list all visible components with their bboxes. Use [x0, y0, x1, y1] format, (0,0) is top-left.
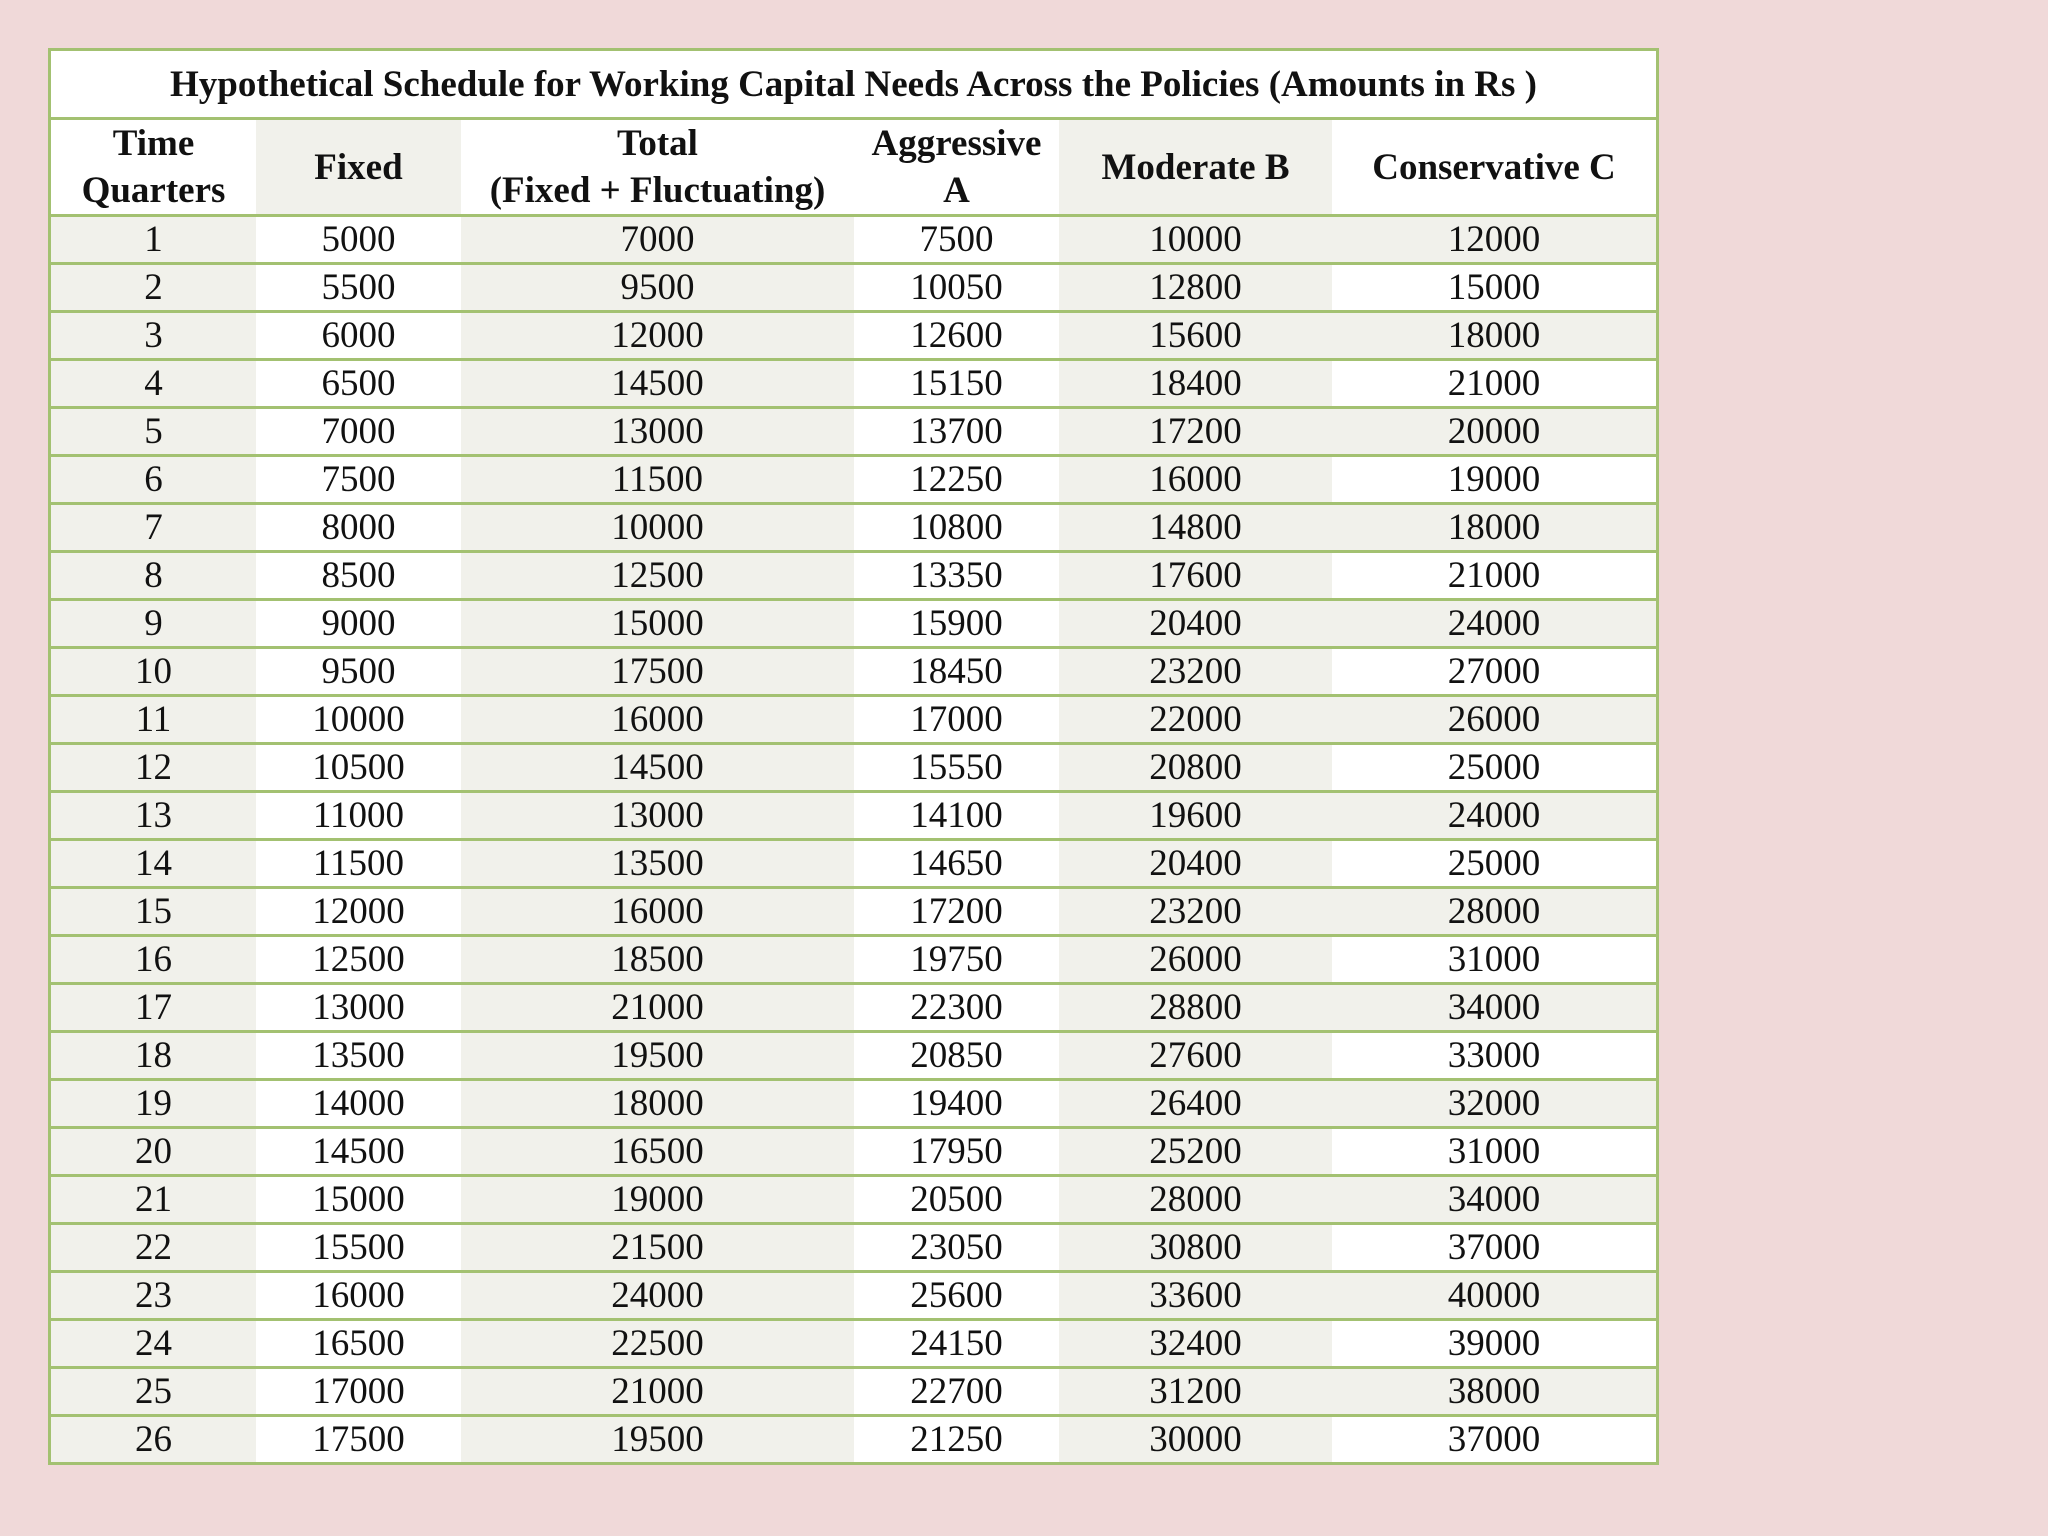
cell-fixed: 12500: [256, 936, 461, 984]
header-total: [461, 119, 854, 216]
cell-aggressive: 23050: [854, 1224, 1059, 1272]
cell-conservative: 19000: [1332, 456, 1656, 504]
cell-moderate: 20800: [1059, 744, 1332, 792]
cell-total: 22500: [461, 1320, 854, 1368]
table-row: [51, 1224, 1656, 1272]
cell-moderate: 10000: [1059, 216, 1332, 264]
table-row: [51, 792, 1656, 840]
cell-quarter: 17: [51, 984, 256, 1032]
table-row: [51, 744, 1656, 792]
cell-total: 17500: [461, 648, 854, 696]
cell-quarter: 23: [51, 1272, 256, 1320]
cell-moderate: 27600: [1059, 1032, 1332, 1080]
cell-fixed: 16000: [256, 1272, 461, 1320]
cell-conservative: 20000: [1332, 408, 1656, 456]
table-row: [51, 216, 1656, 264]
cell-moderate: 18400: [1059, 360, 1332, 408]
cell-moderate: 23200: [1059, 888, 1332, 936]
cell-aggressive: 25600: [854, 1272, 1059, 1320]
table-row: [51, 1176, 1656, 1224]
cell-fixed: 15000: [256, 1176, 461, 1224]
cell-aggressive: 24150: [854, 1320, 1059, 1368]
cell-quarter: 12: [51, 744, 256, 792]
cell-conservative: 28000: [1332, 888, 1656, 936]
cell-conservative: 31000: [1332, 936, 1656, 984]
header-time-quarters-line1: Time: [112, 123, 195, 164]
cell-total: 14500: [461, 744, 854, 792]
cell-total: 14500: [461, 360, 854, 408]
cell-aggressive: 22700: [854, 1368, 1059, 1416]
working-capital-schedule-table: [51, 51, 1656, 1462]
table-row: [51, 840, 1656, 888]
cell-total: 18500: [461, 936, 854, 984]
table-row: [51, 408, 1656, 456]
cell-aggressive: 15550: [854, 744, 1059, 792]
cell-total: 15000: [461, 600, 854, 648]
column-header-row: [51, 119, 1656, 216]
table-row: [51, 504, 1656, 552]
table-row: [51, 936, 1656, 984]
table-title: Hypothetical Schedule for Working Capital Needs Across the Policies (Amounts in Rs ): [51, 51, 1656, 119]
cell-fixed: 17000: [256, 1368, 461, 1416]
cell-moderate: 22000: [1059, 696, 1332, 744]
cell-aggressive: 10050: [854, 264, 1059, 312]
cell-conservative: 18000: [1332, 504, 1656, 552]
table-row: [51, 984, 1656, 1032]
cell-aggressive: 17950: [854, 1128, 1059, 1176]
table-row: [51, 1032, 1656, 1080]
cell-quarter: 11: [51, 696, 256, 744]
table-row: [51, 1416, 1656, 1463]
cell-moderate: 33600: [1059, 1272, 1332, 1320]
table-row: [51, 648, 1656, 696]
cell-moderate: 23200: [1059, 648, 1332, 696]
cell-conservative: 26000: [1332, 696, 1656, 744]
table-row: [51, 264, 1656, 312]
cell-fixed: 6500: [256, 360, 461, 408]
cell-quarter: 2: [51, 264, 256, 312]
header-total-line2: (Fixed + Fluctuating): [489, 170, 826, 211]
cell-quarter: 18: [51, 1032, 256, 1080]
cell-conservative: 24000: [1332, 792, 1656, 840]
cell-moderate: 17600: [1059, 552, 1332, 600]
header-fixed-label: Fixed: [314, 146, 403, 188]
cell-quarter: 22: [51, 1224, 256, 1272]
cell-quarter: 3: [51, 312, 256, 360]
cell-quarter: 9: [51, 600, 256, 648]
cell-conservative: 21000: [1332, 552, 1656, 600]
cell-total: 19500: [461, 1416, 854, 1463]
cell-quarter: 7: [51, 504, 256, 552]
cell-aggressive: 15150: [854, 360, 1059, 408]
cell-fixed: 10000: [256, 696, 461, 744]
cell-fixed: 7500: [256, 456, 461, 504]
cell-moderate: 32400: [1059, 1320, 1332, 1368]
cell-aggressive: 14650: [854, 840, 1059, 888]
cell-quarter: 20: [51, 1128, 256, 1176]
cell-fixed: 9000: [256, 600, 461, 648]
cell-quarter: 8: [51, 552, 256, 600]
cell-conservative: 39000: [1332, 1320, 1656, 1368]
cell-moderate: 12800: [1059, 264, 1332, 312]
cell-quarter: 15: [51, 888, 256, 936]
cell-moderate: 28000: [1059, 1176, 1332, 1224]
cell-fixed: 5000: [256, 216, 461, 264]
cell-conservative: 27000: [1332, 648, 1656, 696]
cell-aggressive: 17200: [854, 888, 1059, 936]
header-time-quarters: [51, 119, 256, 216]
cell-total: 21500: [461, 1224, 854, 1272]
cell-aggressive: 12600: [854, 312, 1059, 360]
table-row: [51, 312, 1656, 360]
cell-total: 12500: [461, 552, 854, 600]
cell-aggressive: 7500: [854, 216, 1059, 264]
cell-conservative: 33000: [1332, 1032, 1656, 1080]
cell-total: 13500: [461, 840, 854, 888]
cell-conservative: 15000: [1332, 264, 1656, 312]
cell-aggressive: 14100: [854, 792, 1059, 840]
cell-total: 11500: [461, 456, 854, 504]
cell-moderate: 20400: [1059, 840, 1332, 888]
cell-conservative: 40000: [1332, 1272, 1656, 1320]
cell-total: 7000: [461, 216, 854, 264]
table-row: [51, 552, 1656, 600]
cell-quarter: 21: [51, 1176, 256, 1224]
table-row: [51, 1320, 1656, 1368]
cell-moderate: 14800: [1059, 504, 1332, 552]
table-row: [51, 888, 1656, 936]
cell-fixed: 10500: [256, 744, 461, 792]
cell-aggressive: 20500: [854, 1176, 1059, 1224]
cell-conservative: 38000: [1332, 1368, 1656, 1416]
cell-aggressive: 15900: [854, 600, 1059, 648]
cell-moderate: 28800: [1059, 984, 1332, 1032]
cell-fixed: 7000: [256, 408, 461, 456]
table-row: [51, 1080, 1656, 1128]
cell-quarter: 4: [51, 360, 256, 408]
header-moderate: [1059, 119, 1332, 216]
table-row: [51, 1368, 1656, 1416]
table-row: [51, 360, 1656, 408]
cell-moderate: 16000: [1059, 456, 1332, 504]
table-body: [51, 216, 1656, 1463]
cell-quarter: 14: [51, 840, 256, 888]
cell-moderate: 17200: [1059, 408, 1332, 456]
cell-fixed: 8500: [256, 552, 461, 600]
cell-quarter: 19: [51, 1080, 256, 1128]
header-time-quarters-line2: Quarters: [81, 170, 226, 211]
cell-aggressive: 17000: [854, 696, 1059, 744]
cell-moderate: 15600: [1059, 312, 1332, 360]
cell-conservative: 34000: [1332, 1176, 1656, 1224]
cell-fixed: 14000: [256, 1080, 461, 1128]
cell-moderate: 26400: [1059, 1080, 1332, 1128]
cell-total: 18000: [461, 1080, 854, 1128]
header-moderate-label: Moderate B: [1101, 146, 1290, 188]
cell-quarter: 13: [51, 792, 256, 840]
cell-quarter: 6: [51, 456, 256, 504]
cell-fixed: 9500: [256, 648, 461, 696]
cell-fixed: 8000: [256, 504, 461, 552]
cell-conservative: 37000: [1332, 1416, 1656, 1463]
cell-total: 19000: [461, 1176, 854, 1224]
cell-total: 21000: [461, 984, 854, 1032]
header-aggressive-line2: A: [943, 170, 970, 211]
cell-conservative: 18000: [1332, 312, 1656, 360]
cell-conservative: 31000: [1332, 1128, 1656, 1176]
cell-conservative: 34000: [1332, 984, 1656, 1032]
cell-fixed: 17500: [256, 1416, 461, 1463]
cell-fixed: 13000: [256, 984, 461, 1032]
cell-fixed: 16500: [256, 1320, 461, 1368]
header-aggressive-line1: Aggressive: [871, 123, 1042, 164]
cell-aggressive: 22300: [854, 984, 1059, 1032]
cell-quarter: 25: [51, 1368, 256, 1416]
cell-total: 12000: [461, 312, 854, 360]
cell-total: 13000: [461, 792, 854, 840]
table-title-row: [51, 51, 1656, 119]
table-row: [51, 1128, 1656, 1176]
cell-fixed: 15500: [256, 1224, 461, 1272]
cell-conservative: 21000: [1332, 360, 1656, 408]
cell-moderate: 19600: [1059, 792, 1332, 840]
header-conservative: [1332, 119, 1656, 216]
table-row: [51, 696, 1656, 744]
header-aggressive: [854, 119, 1059, 216]
cell-aggressive: 13350: [854, 552, 1059, 600]
cell-aggressive: 18450: [854, 648, 1059, 696]
cell-moderate: 31200: [1059, 1368, 1332, 1416]
cell-total: 19500: [461, 1032, 854, 1080]
cell-total: 16500: [461, 1128, 854, 1176]
table-row: [51, 1272, 1656, 1320]
cell-total: 9500: [461, 264, 854, 312]
cell-fixed: 6000: [256, 312, 461, 360]
cell-fixed: 12000: [256, 888, 461, 936]
cell-aggressive: 13700: [854, 408, 1059, 456]
cell-conservative: 25000: [1332, 840, 1656, 888]
header-conservative-label: Conservative C: [1372, 146, 1616, 188]
cell-moderate: 30800: [1059, 1224, 1332, 1272]
cell-quarter: 1: [51, 216, 256, 264]
cell-moderate: 25200: [1059, 1128, 1332, 1176]
cell-total: 16000: [461, 888, 854, 936]
cell-aggressive: 10800: [854, 504, 1059, 552]
cell-fixed: 14500: [256, 1128, 461, 1176]
table-row: [51, 600, 1656, 648]
cell-total: 13000: [461, 408, 854, 456]
cell-quarter: 16: [51, 936, 256, 984]
cell-conservative: 24000: [1332, 600, 1656, 648]
cell-aggressive: 21250: [854, 1416, 1059, 1463]
cell-quarter: 10: [51, 648, 256, 696]
cell-conservative: 32000: [1332, 1080, 1656, 1128]
cell-quarter: 26: [51, 1416, 256, 1463]
cell-quarter: 24: [51, 1320, 256, 1368]
cell-aggressive: 20850: [854, 1032, 1059, 1080]
cell-aggressive: 19400: [854, 1080, 1059, 1128]
cell-quarter: 5: [51, 408, 256, 456]
cell-moderate: 30000: [1059, 1416, 1332, 1463]
table-row: [51, 456, 1656, 504]
cell-fixed: 13500: [256, 1032, 461, 1080]
cell-fixed: 11000: [256, 792, 461, 840]
cell-total: 10000: [461, 504, 854, 552]
cell-moderate: 26000: [1059, 936, 1332, 984]
cell-fixed: 11500: [256, 840, 461, 888]
header-fixed: [256, 119, 461, 216]
cell-conservative: 25000: [1332, 744, 1656, 792]
cell-total: 16000: [461, 696, 854, 744]
cell-aggressive: 19750: [854, 936, 1059, 984]
cell-fixed: 5500: [256, 264, 461, 312]
cell-conservative: 37000: [1332, 1224, 1656, 1272]
header-total-line1: Total: [617, 123, 698, 164]
cell-total: 24000: [461, 1272, 854, 1320]
cell-aggressive: 12250: [854, 456, 1059, 504]
cell-total: 21000: [461, 1368, 854, 1416]
cell-conservative: 12000: [1332, 216, 1656, 264]
cell-moderate: 20400: [1059, 600, 1332, 648]
